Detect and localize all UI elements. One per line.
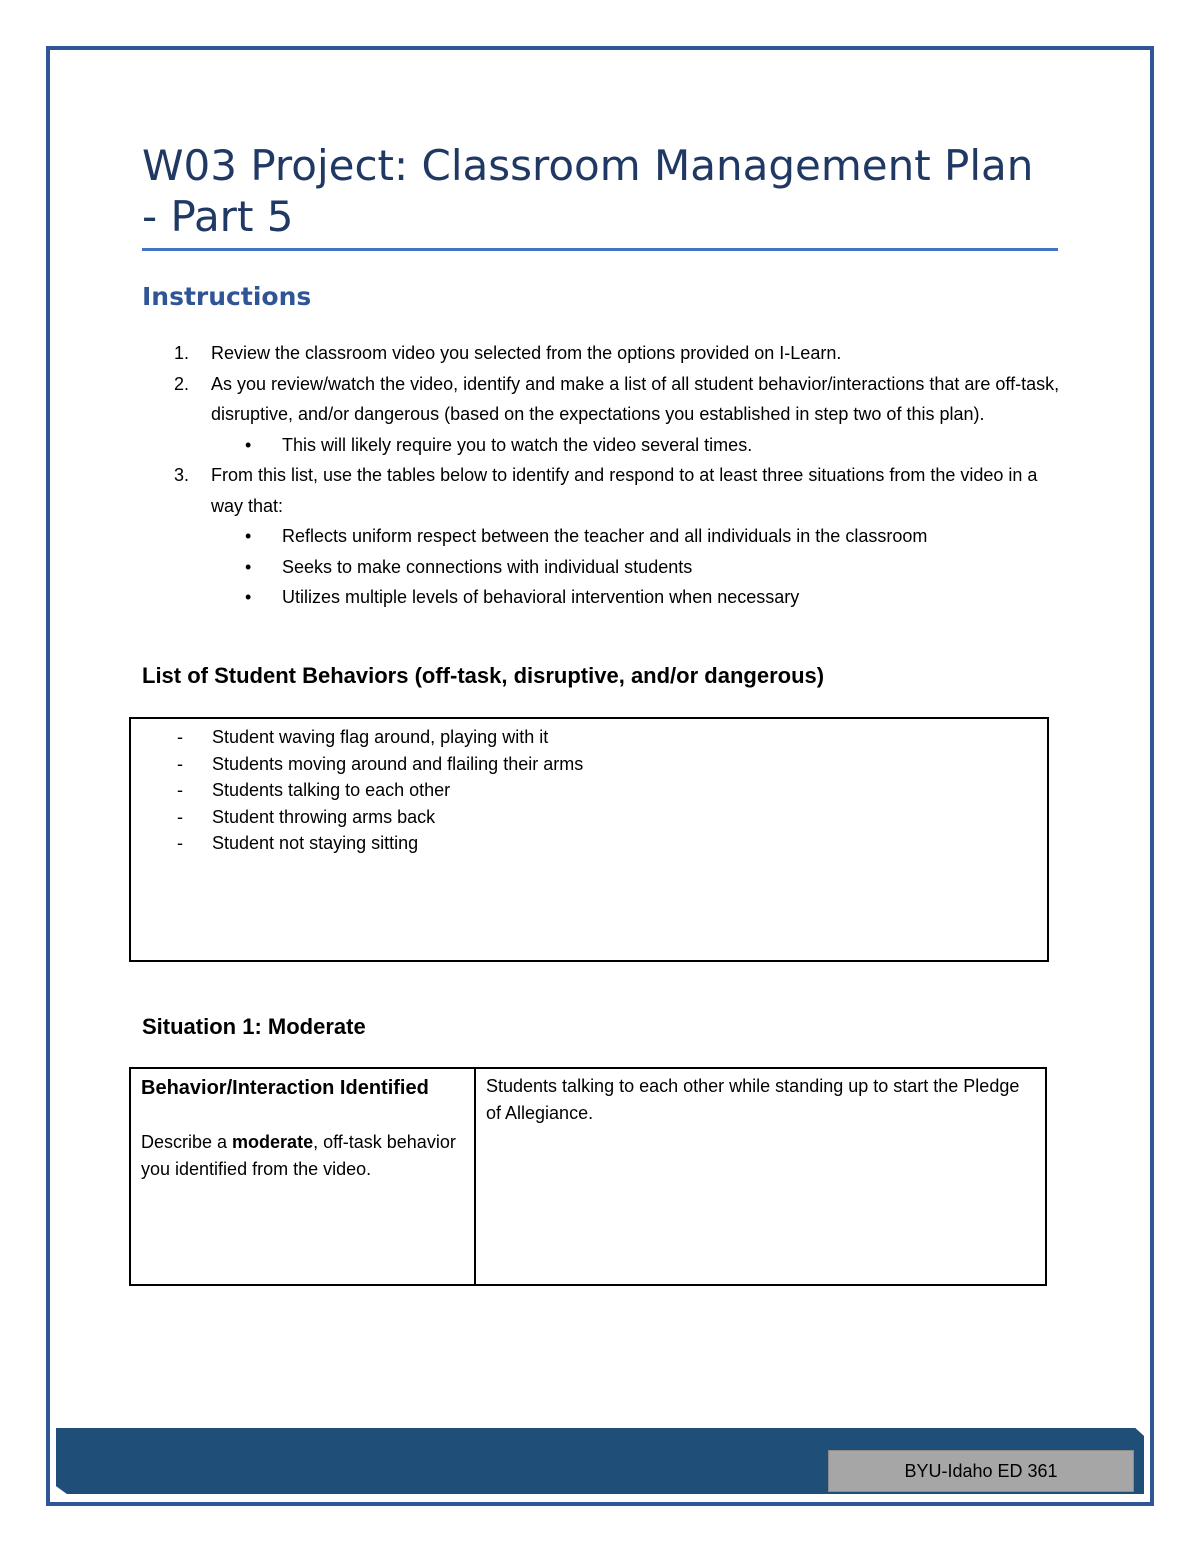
sub-item-text: Reflects uniform respect between the teacher and all individuals in the classroom xyxy=(282,526,928,546)
instruction-step-2 xyxy=(142,369,1062,461)
dash-icon: - xyxy=(177,833,183,853)
list-item xyxy=(131,830,1047,857)
step-sub-list xyxy=(211,430,1062,461)
prompt-text-post: , off-task behavior you identified from the video. xyxy=(141,1132,456,1179)
sub-item-text: Seeks to make connections with individual students xyxy=(282,556,693,577)
sub-item xyxy=(211,582,1062,613)
behavior-response-cell[interactable] xyxy=(475,1068,1046,1285)
prompt-text-pre: Describe a xyxy=(141,1132,233,1152)
step-number: 3. xyxy=(174,465,190,485)
page-title: W03 Project: Classroom Management Plan - Part 5 xyxy=(142,141,1034,241)
step-number: 1. xyxy=(174,343,190,363)
behaviors-heading: List of Student Behaviors (off-task, disruptive, and/or dangerous) xyxy=(142,663,825,688)
bullet-icon: • xyxy=(245,526,252,546)
sub-item xyxy=(211,552,1062,583)
bullet-icon: • xyxy=(245,587,252,607)
sub-item-text: This will likely require you to watch the video several times. xyxy=(282,434,753,455)
bullet-icon: • xyxy=(245,434,252,455)
situation-1-table xyxy=(129,1067,1047,1286)
dash-icon: - xyxy=(177,753,183,774)
step-number: 2. xyxy=(174,373,190,394)
behavior-text: Students talking to each other xyxy=(212,780,451,800)
list-item xyxy=(131,751,1047,778)
step-text: As you review/watch the video, identify and make a list of all student behavior/interactions that are off-task, disruptive, and/or dangerous (based on the expectations you established in step two of this plan). xyxy=(211,373,1060,424)
instruction-step-1 xyxy=(142,338,1062,369)
list-item xyxy=(131,724,1047,751)
list-item xyxy=(131,804,1047,831)
behavior-text: Student throwing arms back xyxy=(212,806,436,827)
table-row xyxy=(130,1068,1046,1285)
dash-icon: - xyxy=(177,780,183,800)
instructions-list xyxy=(142,338,1062,613)
behavior-text: Student not staying sitting xyxy=(212,833,419,853)
behavior-text: Students moving around and flailing their arms xyxy=(212,753,584,774)
title-underline xyxy=(142,248,1058,251)
behaviors-box[interactable] xyxy=(129,717,1049,962)
behaviors-list xyxy=(131,719,1047,857)
sub-item-text: Utilizes multiple levels of behavioral intervention when necessary xyxy=(282,587,800,607)
step-sub-list xyxy=(211,521,1062,613)
list-item xyxy=(131,777,1047,804)
step-text: From this list, use the tables below to identify and respond to at least three situations from the video in a way that: xyxy=(211,465,1038,516)
cell-heading: Behavior/Interaction Identified xyxy=(141,1077,429,1099)
sub-item xyxy=(211,430,1062,461)
bullet-icon: • xyxy=(245,556,252,577)
footer-label: BYU-Idaho ED 361 xyxy=(828,1450,1134,1492)
dash-icon: - xyxy=(177,727,183,747)
behavior-text: Student waving flag around, playing with it xyxy=(212,727,549,747)
situation-1-heading: Situation 1: Moderate xyxy=(142,1014,366,1039)
prompt-text-bold: moderate xyxy=(232,1132,314,1152)
instructions-heading: Instructions xyxy=(142,282,312,311)
sub-item xyxy=(211,521,1062,552)
dash-icon: - xyxy=(177,806,183,827)
response-text: Students talking to each other while standing up to start the Pledge of Allegiance. xyxy=(486,1076,1020,1123)
instruction-step-3 xyxy=(142,460,1062,613)
step-text: Review the classroom video you selected from the options provided on I-Learn. xyxy=(211,343,842,363)
behavior-prompt-cell xyxy=(130,1068,475,1285)
